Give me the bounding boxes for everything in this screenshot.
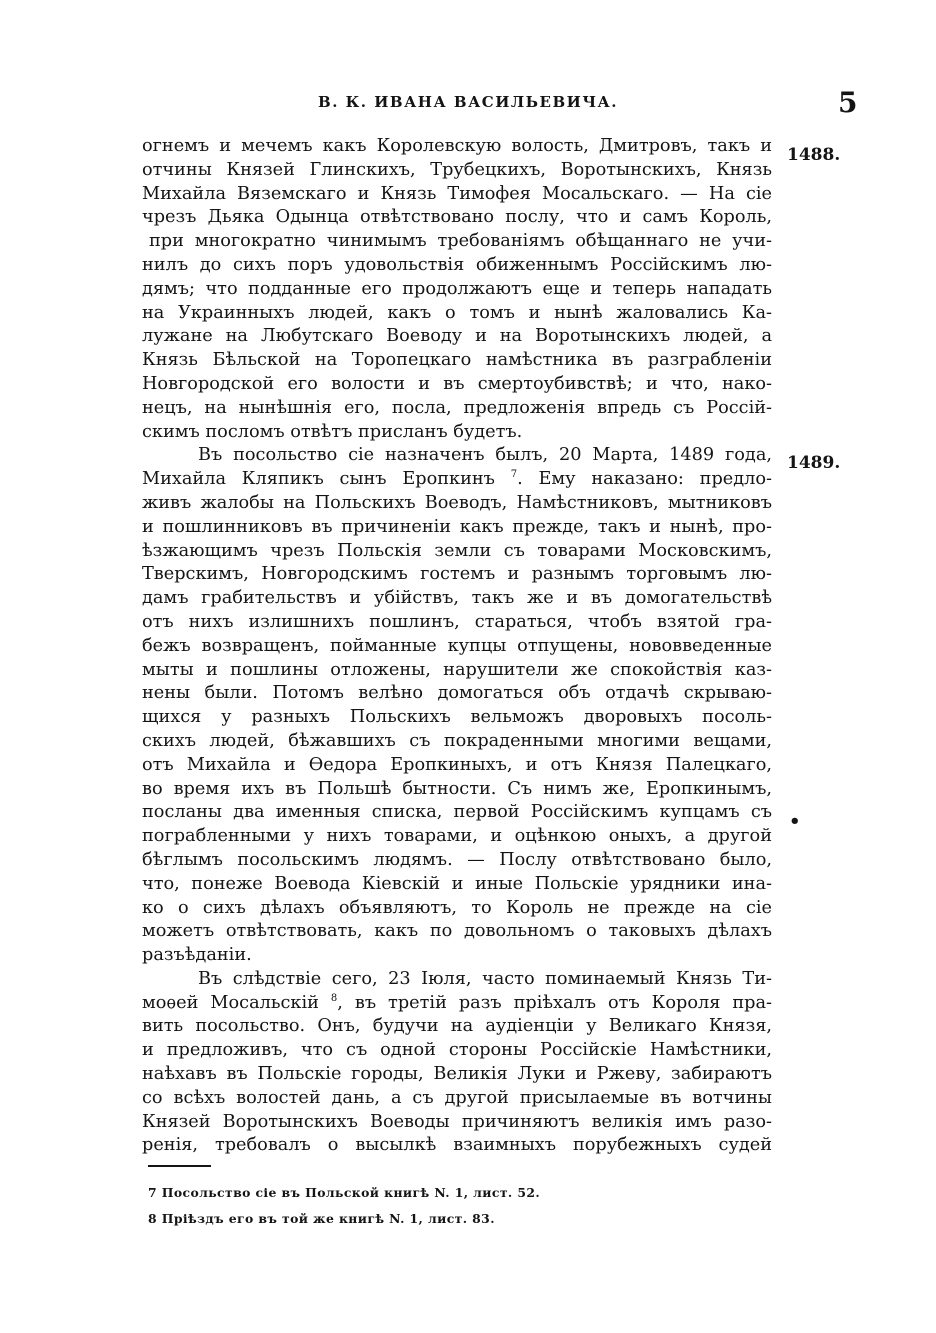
text-fragment: моѳей Мосальскій <box>142 992 319 1013</box>
text-line: можетъ отвѣтствовать, какъ по довольномъ о таковыхъ дѣлахъ <box>142 921 772 942</box>
margin-dot-mark: • <box>789 811 801 832</box>
text-line: лужане на Любутскаго Воеводу и на Воротынскихъ людей, а <box>142 326 772 347</box>
text-line: со всѣхъ волостей дань, а съ другой присылаемые въ вотчины <box>142 1087 772 1108</box>
text-line: нены были. Потомъ велѣно домогаться объ отдачѣ скрываю- <box>142 683 772 704</box>
text-line: вить посольство. Онъ, будучи на аудіенціи у Великаго Князя, <box>142 1016 772 1037</box>
text-fragment: , въ третій разъ пріѣхалъ отъ Короля пра- <box>337 992 772 1013</box>
text-line: щихся у разныхъ Польскихъ вельможъ дворовыхъ посоль- <box>142 707 772 728</box>
text-line: бѣглымъ посольскимъ людямъ. — Послу отвѣтствовано было, <box>142 849 772 870</box>
footnote-7: 7 Посольство сіе въ Польской книгѣ N. 1, лист. 52. <box>148 1185 541 1200</box>
text-line: разъѣданіи. <box>142 945 252 966</box>
text-line: нилъ до сихъ поръ удовольствія обиженнымъ Россійскимъ лю- <box>142 254 772 275</box>
text-line: огнемъ и мечемъ какъ Королевскую волость, Дмитровъ, такъ и <box>142 136 772 156</box>
text-fragment: Михайла Кляпикъ сынъ Еропкинъ <box>142 469 495 490</box>
margin-year-1488: 1488. <box>787 145 841 165</box>
text-line: скихъ людей, бѣжавшихъ съ покраденными многими вещами, <box>142 730 772 751</box>
margin-year-1489: 1489. <box>787 453 841 473</box>
text-line: и предложивъ, что съ одной стороны Россійскіе Намѣстники, <box>142 1040 772 1061</box>
text-line: Михайла Вяземскаго и Князь Тимофея Мосальскаго. — На сіе <box>142 183 772 204</box>
text-line: отъ нихъ излишнихъ пошлинъ, стараться, чтобъ взятой гра- <box>142 611 772 632</box>
text-line: что, понеже Воевода Кіевскій и иные Польскіе урядники ина- <box>142 873 772 894</box>
text-line: наѣхавъ въ Польскіе городы, Великія Луки и Ржеву, забираютъ <box>142 1064 772 1085</box>
text-line: Новгородской его волости и въ смертоубивствѣ; и что, нако- <box>142 373 772 394</box>
text-line: во время ихъ въ Польшѣ бытности. Съ нимъ же, Еропкинымъ, <box>142 778 772 799</box>
text-line: Князей Воротынскихъ Воеводы причиняютъ великія имъ разо- <box>142 1111 772 1132</box>
footnote-ref-7[interactable]: 7 <box>510 469 518 481</box>
text-line <box>142 468 772 492</box>
footnote-divider <box>148 1165 211 1167</box>
running-header: В. К. ИВАНА ВАСИЛЬЕВИЧА. <box>318 93 618 111</box>
main-text <box>142 135 772 1158</box>
text-line: Князь Бѣльской на Торопецкаго намѣстника въ разграбленіи <box>142 350 772 371</box>
page-number: 5 <box>838 86 858 119</box>
text-line: дамъ грабительствъ и убійствъ, такъ же и въ домогательствѣ <box>142 588 772 609</box>
text-line: Тверскимъ, Новгородскимъ гостемъ и разнымъ торговымъ лю- <box>142 564 772 585</box>
text-line: дямъ; что подданные его продолжаютъ еще и теперь нападать <box>142 278 772 299</box>
text-line: Въ посольство сіе назначенъ былъ, 20 Марта, 1489 года, <box>198 445 772 466</box>
text-line: ко о сихъ дѣлахъ объявляютъ, то Король не прежде на сіе <box>142 897 772 918</box>
footnote-ref-8[interactable]: 8 <box>330 992 338 1004</box>
text-line: чрезъ Дьяка Одынца отвѣтствовано послу, что и самъ Король, <box>142 207 772 228</box>
text-line <box>142 992 772 1016</box>
text-fragment: . Ему наказано: предло- <box>517 469 772 490</box>
text-line: посланы два именныя списка, первой Россійскимъ купцамъ съ <box>142 802 772 823</box>
text-line: отчины Князей Глинскихъ, Трубецкихъ, Воротынскихъ, Князь <box>142 159 772 180</box>
text-line: и пошлинниковъ въ причиненіи какъ прежде, такъ и нынѣ, про- <box>142 516 772 537</box>
text-line: ренія, требовалъ о высылкѣ взаимныхъ порубежныхъ судей <box>142 1135 772 1156</box>
text-line: на Украинныхъ людей, какъ о томъ и нынѣ жаловались Ка- <box>142 302 772 323</box>
text-line: Въ слѣдствіе сего, 23 Іюля, часто поминаемый Князь Ти- <box>198 968 772 989</box>
text-line: пограбленными у нихъ товарами, и оцѣнкою оныхъ, а другой <box>142 826 772 847</box>
text-line: ѣзжающимъ чрезъ Польскія земли съ товарами Московскимъ, <box>142 540 772 561</box>
text-line: скимъ посломъ отвѣтъ присланъ будетъ. <box>142 421 523 442</box>
text-line: нецъ, на нынѣшнія его, посла, предложенія впредь съ Россій- <box>142 397 772 418</box>
text-line: при многократно чинимымъ требованіямъ обѣщаннаго не учи- <box>149 231 772 252</box>
text-line: отъ Михайла и Ѳедора Еропкиныхъ, и отъ Князя Палецкаго, <box>142 754 772 775</box>
footnote-8: 8 Пріѣздъ его въ той же книгѣ N. 1, лист. 83. <box>148 1211 495 1226</box>
text-line: живъ жалобы на Польскихъ Воеводъ, Намѣстниковъ, мытниковъ <box>142 492 772 513</box>
text-line: мыты и пошлины отложены, нарушители же спокойствія каз- <box>142 659 772 680</box>
text-line: бежъ возвращенъ, пойманные купцы отпущены, нововведенные <box>142 635 772 656</box>
